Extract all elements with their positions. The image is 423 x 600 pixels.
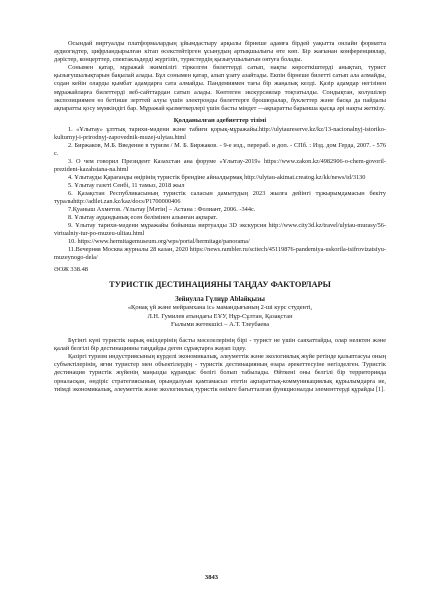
affiliation-line: Л.Н. Гумилев атындағы ЕҰУ, Нұр-Сұлтан, Қазақстан xyxy=(147,312,293,320)
page-number: 3843 xyxy=(204,574,219,581)
references-list xyxy=(54,126,386,262)
references-title: Қолданылған әдебиеттер тізімі xyxy=(173,116,267,124)
body-paragraph-1: Бүгінгі күні туристік нарық өкілдерінің басты мәселелерінің бірі - турист не үшін саяхаттайды, олар нелктен және қалай белгілі бір дестинацияны таңдайды деген сұрақтарға жауап іздеу. xyxy=(54,337,386,353)
intro-paragraph-1: Осындай виртуалды платформалардың ұйымдастыру арқылы бірнеше адамға бірдей уақытта онлайн форматта аудиогидтер, цифрландырылған кітап өсекстейтірген ұсынудың артықшылығы өте көп. Бір жағынан конференциялар, дәрістер, концерттер, спектакльдерді жүргізіп, туристердің қызығушылығын оятуға болады. xyxy=(54,40,386,64)
reference-item: 11.Вечерняя Москва журналы 28 казан, 2020 https://news.rambler.ru/scitech/45119876-pandemiya-uskorila-tsifrovizatsiyu-muzeynogo-dela/ xyxy=(54,246,386,262)
affiliation-line: «Қонақ үй және мейрамхана іс» мамандығының 2-ші курс студенті, xyxy=(127,304,313,312)
affiliation-line: Ғылыми жетекшісі – А.Т. Тлеубаева xyxy=(170,320,270,328)
reference-item: 7.Қуаныш Ахметов. /Ұлытау [Мәтін] – Астана : Фолиант, 2006. -344с. xyxy=(68,206,256,214)
body-paragraph-2: Қазіргі туризм индустриясының күрделі экономикалық, әлеуметтік және экологиялық жүйе ретінде қалыптасуы оның субъектілерінің, яғни туристер мен объектілердің - туристік дестинацияның өзара әрекеттесуіне негізделген. Туристік дестинация туристік жүйенің маңызды құрамдас бөлігі болып табылады. Өйткені оны белгілі бір территорияда орналасқан, өндіріс стратегиясының орындалуын қамтамасыз ететін ақпараттық-коммуникациялық құрылымдарға ие, тиімді экономикалық, әлеуметтік және экологиялық туристік өнімге бағытталған функционалды элементтерді құрайды [1]. xyxy=(54,353,386,393)
intro-paragraph-2: Сонымен қатар, мұражай экимпілігі тіркелген билеттерді сатып, нақты көрсеткіштерді анықтап, турист қызығушылықтарын бақылай алады. Бұл сонымен қатар, алып ұзату азайтады. Екпін бірнеше билетті сатып ала алмайды, содан кейін оларды қымбат адамдарға сата алмайды. Пандемиямен тағы бір жаңалық келді. Қазір адамдар негізінен мұражайларға билеттерді веб-сайттардан сатып алады. Көптеген экскурсиялар тоқтатылды. Сондықтан, колушілер экспозициямен өз бетінше зерттей алуы үшін электронды билеттерге брошюралар, буклеттер және басқа да пайдалы ақпаратты қосу мүмкіндігі бар. Мұражай қызметкерлері үшін басты міндет —ақпаратты барынша қысқа әрі нақты жеткізу. xyxy=(54,64,386,112)
reference-item: 4. Ұлытауды Қарағанды өңірінің туристік брендіне айналдырмақ http://ulytau-akimat.creatog.kz/kk/news/id/3130 xyxy=(68,174,366,182)
reference-item: 2. Биржаков, М.Б. Введение в туризм / М. Б. Биржаков. - 9-е изд., перераб. и доп. - СПб. : Изд. дом Герда, 2007. - 576 с. xyxy=(54,142,386,158)
reference-item: 3. О чем говорил Президент Казахстан ана форуме «Ұлытау-2019» https://www.zakon.kz/4982906-o-chem-govoril-prezident-kazahstana-na.html xyxy=(54,158,386,174)
reference-item: 8. Ұлытау аудандынық есен белімінен алынған ақпарат. xyxy=(68,214,218,222)
reference-item: 10. https://www.hermitagemuseum.org/wps/portal/hermitage/panorama/ xyxy=(68,238,250,246)
reference-item: 1. «Ұлытау» ұлттық тарихи-мәдени және табиғи қорық-мұражайы.http://ulytaureserve.kz/kz/13-nacionalnyj-istoriko-kulturnyj-i-prirodnyj-zapovednik-muzej-ulytau.html xyxy=(54,126,386,142)
reference-item: 6. Қазақстан Республикасының туристік саласын дамытудың 2023 жылға дейінгі тұжырымдамасын бекіту туралыhttp://adilet.zan.kz/kaz/docs/P1700000406 xyxy=(54,190,386,206)
author-name: Зейнулла Гүлнұр Ablaйқызы xyxy=(175,296,265,304)
article-title: ТУРИСТІК ДЕСТИНАЦИЯНЫ ТАҢДАУ ФАКТОРЛАРЫ xyxy=(109,280,331,290)
reference-item: 9. Ұлытау тарихи-мәдени мұражайы бойынша виртуалды 3D экскурсия http://www.city3d.kz/travel/ulytau-murasy/56-virtualniy-tur-po-muzeu-ulitau.html xyxy=(54,222,386,238)
udk-code: ӘОЖ 338.48 xyxy=(54,266,88,274)
section-spacer xyxy=(54,329,386,337)
reference-item: 5. Ұлытау газеті Сенбі, 11 тамыз, 2018 жыл xyxy=(68,182,185,190)
